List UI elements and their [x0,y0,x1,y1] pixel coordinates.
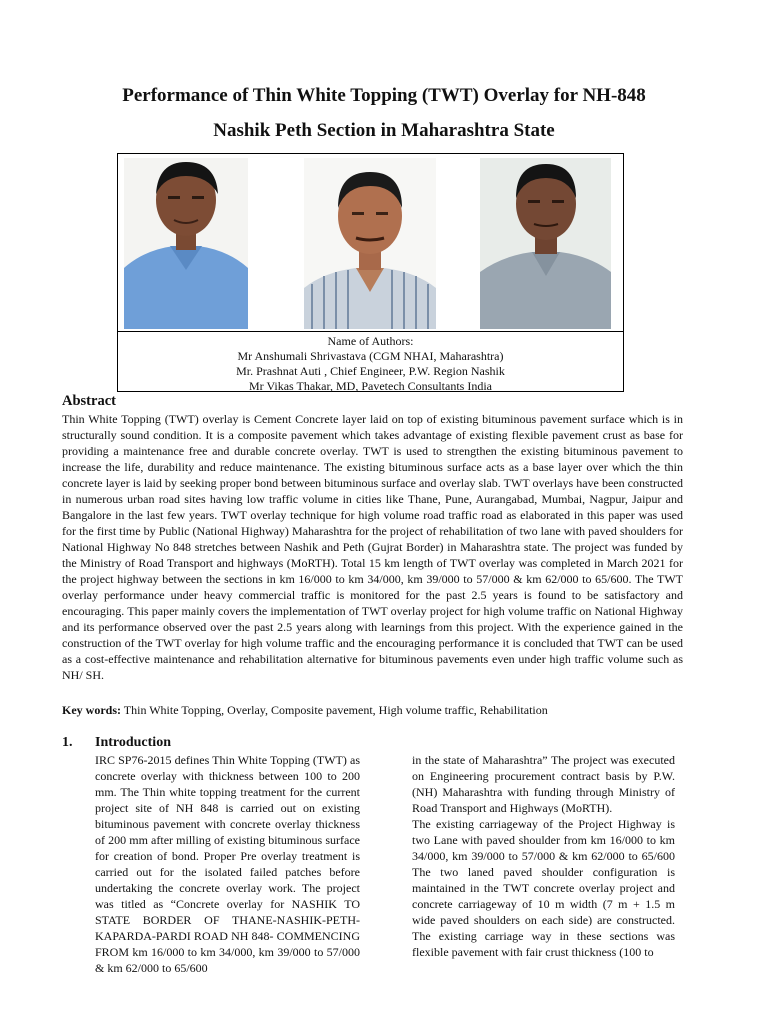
author-photos [117,153,624,332]
author-photo-2 [304,158,436,329]
intro-paragraph-2: in the state of Maharashtra” The project was executed on Engineering procurement contract basis by P.W. (NH) Maharashtra with funding through Ministry of Road Transport and Highways (MoRTH). [412,753,675,815]
author-line-1: Mr Anshumali Shrivastava (CGM NHAI, Maharashtra) [237,349,504,363]
author-photo-3 [480,158,611,329]
keywords-label: Key words: [62,703,121,717]
abstract-body: Thin White Topping (TWT) overlay is Cement Concrete layer laid on top of existing bituminous pavement surface which is in structurally sound condition. It is a composite pavement which takes advantage of existing flexible pavement crust as base for providing a maintenance free and durable concrete overlay. TWT is used to strengthen the existing bituminous pavement to increase the life, durability and reduce maintenance. The existing bituminous surface acts as a base layer over which the thin concrete layer is laid by seeking proper bond between bituminous surface and overlay slab. TWT overlays have been constructed in numerous urban road sites having low traffic volume in cities like Thane, Pune, Aurangabad, Mumbai, Nagpur, Jaipur and Bangalore in the last few years. TWT overlay technique for high volume road traffic road as elaborated in this paper was used for the first time by Public (National Highway) Maharashtra for the project of rehabilitation of two lane with paved shoulders for National Highway No 848 stretches between Nashik and Peth (Gujrat Border) in Maharashtra state. The project was funded by the Ministry of Road Transport and highways (MoRTH). Total 15 km length of TWT overlay was completed in March 2021 for the project highway between the sections in km 16/000 to km 34/000, km 39/000 to 57/000 & km 62/000 to 65/600. The TWT overlay performance under heavy commercial traffic is monitored for the past 2.5 years is found to be satisfactory and encouraging. This paper mainly covers the implementation of TWT overlay project for high volume traffic on National Highway and its performance observed over the past 2.5 years along with learnings from this project. With the experience gained in the construction of the TWT overlay for high volume traffic and the encouraging performance it is concluded that TWT can be used as a cost-effective maintenance and rehabilitation alternative for bituminous pavements even under high traffic volume such as NH/ SH. [62,412,683,682]
section-title: Introduction [95,735,171,750]
keywords-line [62,702,702,718]
authors-heading: Name of Authors: [327,334,414,348]
author-photo-1 [124,158,248,329]
intro-column-right [412,752,675,960]
intro-column-left [95,752,360,976]
author-line-3: Mr Vikas Thakar, MD, Pavetech Consultants India [249,379,492,393]
intro-paragraph-1: IRC SP76-2015 defines Thin White Topping (TWT) as concrete overlay with thickness between 100 to 200 mm. The Thin white topping treatment for the current project site of NH 848 is carried out on existing bituminous pavement with concrete overlay thickness of 200 mm after milling of existing bituminous surface for creation of bond. Proper Pre overlay treatment is carried out for the isolated failed patches before undertaking the concrete overlay work. The project was titled as “Concrete overlay for NASHIK TO STATE BORDER OF THANE-NASHIK-PETH-KAPARDA-PARDI ROAD NH 848- COMMENCING FROM km 16/000 to km 34/000, km 39/000 to 57/000 & km 62/000 to 65/600 [95,753,360,975]
authors-box [117,332,624,392]
keywords-text: Thin White Topping, Overlay, Composite pavement, High volume traffic, Rehabilitation [121,703,548,717]
abstract-heading: Abstract [62,393,116,409]
paper-title-line-2: Nashik Peth Section in Maharashtra State [213,120,555,141]
section-number: 1. [62,735,73,750]
intro-paragraph-3: The existing carriageway of the Project Highway is two Lane with paved shoulder from km 16/000 to km 34/000, km 39/000 to 57/000 & km 62/000 to 65/600 The two laned paved shoulder configuration is maintained in the TWT concrete overlay project and concrete carriageway of 10 m width (7 m + 1.5 m wide paved shoulders on each side) are constructed. The existing carriage way in these sections was flexible pavement with fair crust thickness (100 to [412,817,675,959]
paper-title-line-1: Performance of Thin White Topping (TWT) Overlay for NH-848 [122,85,646,106]
author-line-2: Mr. Prashnat Auti , Chief Engineer, P.W. Region Nashik [236,364,505,378]
